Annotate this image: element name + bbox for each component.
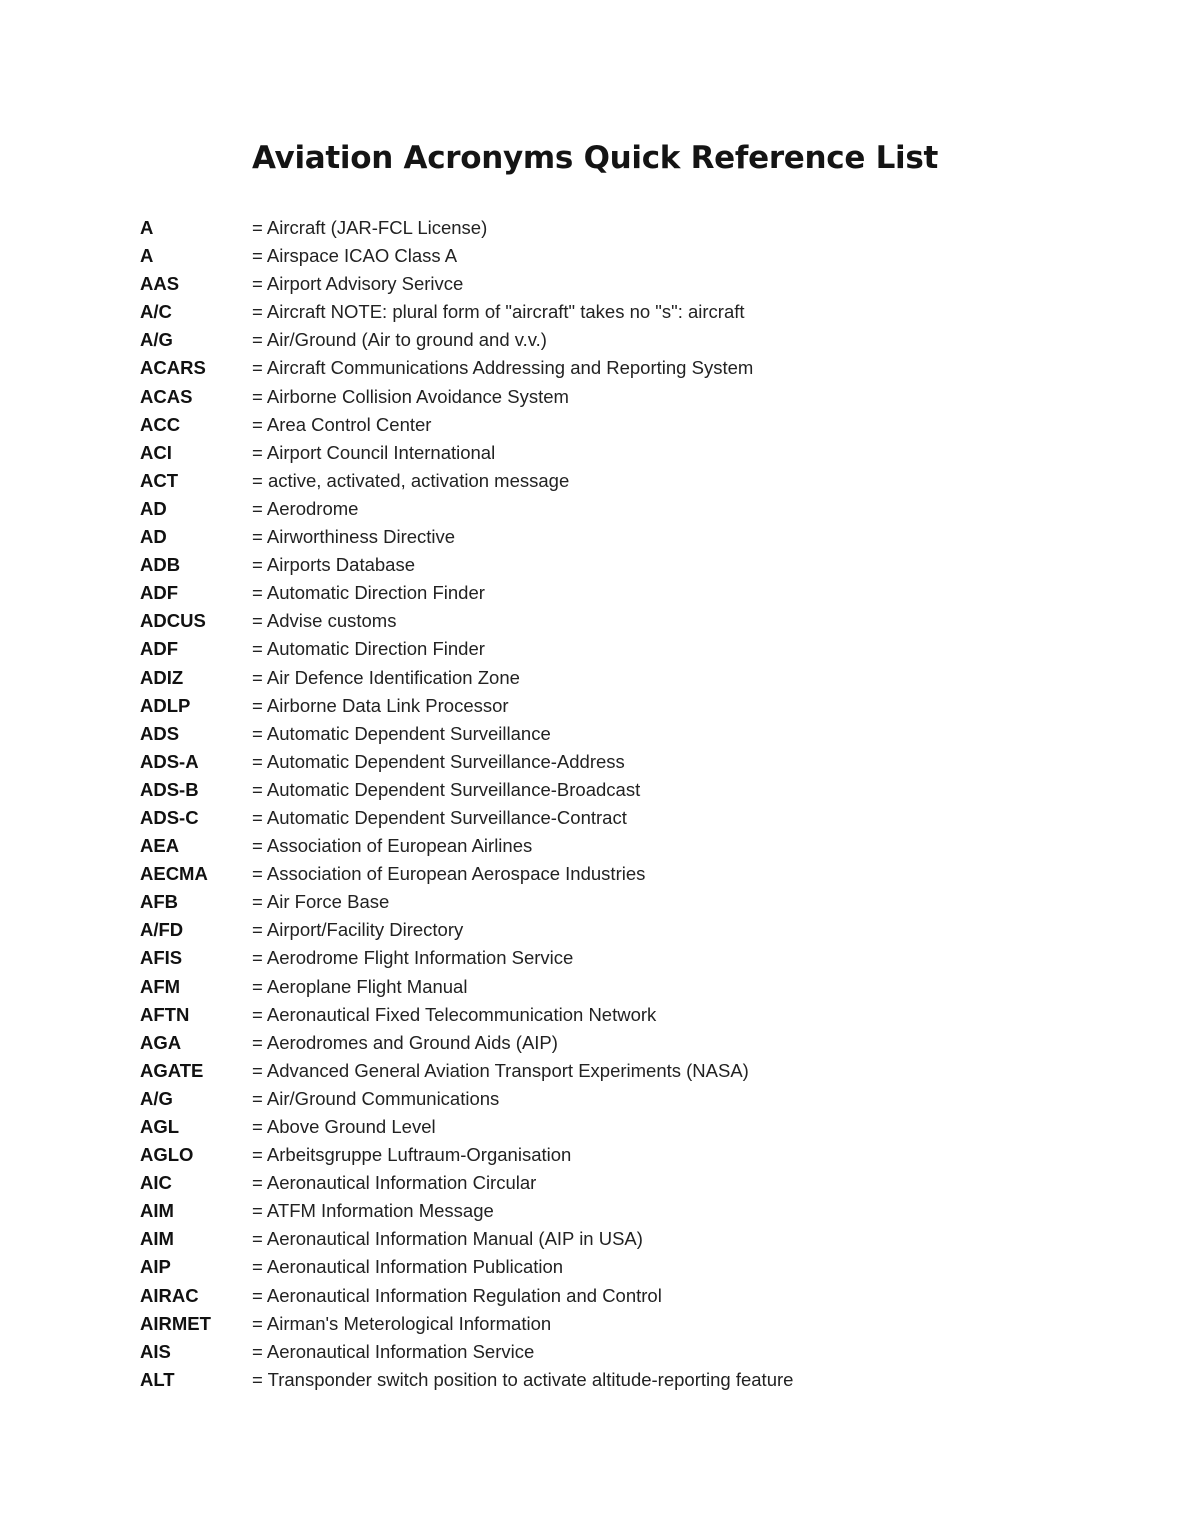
acronym-abbreviation: ADF — [140, 582, 179, 604]
list-item — [140, 804, 1140, 832]
list-item — [140, 776, 1140, 804]
acronym-abbreviation: A/G — [140, 1087, 173, 1109]
list-item — [140, 523, 1140, 551]
acronym-abbreviation: AD — [140, 497, 167, 519]
acronym-abbreviation: ADLP — [140, 694, 191, 716]
list-item — [140, 1085, 1140, 1113]
list-item — [140, 298, 1140, 326]
acronym-abbreviation: AGLO — [140, 1144, 194, 1166]
acronym-definition: = Air/Ground Communications — [252, 1087, 500, 1109]
acronym-abbreviation: AEA — [140, 835, 180, 857]
list-item — [140, 748, 1140, 776]
acronym-definition: = Advise customs — [252, 610, 397, 632]
list-item — [140, 383, 1140, 411]
acronym-abbreviation: AIRAC — [140, 1284, 199, 1306]
acronym-abbreviation: ADB — [140, 554, 181, 576]
acronym-definition: = Air/Ground (Air to ground and v.v.) — [252, 329, 547, 351]
list-item — [140, 1197, 1140, 1225]
acronym-definition: = Airspace ICAO Class A — [252, 245, 458, 267]
acronym-definition: = Aeronautical Information Circular — [252, 1172, 537, 1194]
acronym-definition: = Aerodrome — [252, 497, 359, 519]
acronym-definition: = Aeronautical Fixed Telecommunication Network — [252, 1003, 657, 1025]
list-item — [140, 944, 1140, 972]
acronym-definition: = Automatic Dependent Surveillance — [252, 722, 551, 744]
list-item — [140, 1169, 1140, 1197]
list-item — [140, 439, 1140, 467]
acronym-definition: = Aeronautical Information Service — [252, 1340, 535, 1362]
acronym-abbreviation: ADF — [140, 638, 179, 660]
list-item — [140, 1310, 1140, 1338]
list-item — [140, 1001, 1140, 1029]
acronym-definition: = Association of European Aerospace Industries — [252, 863, 646, 885]
acronym-definition: = Advanced General Aviation Transport Experiments (NASA) — [252, 1059, 749, 1081]
acronym-definition: = Aircraft (JAR-FCL License) — [252, 217, 488, 238]
acronym-abbreviation: ALT — [140, 1368, 175, 1390]
list-item — [140, 270, 1140, 298]
list-item — [140, 579, 1140, 607]
acronym-definition: = Aeroplane Flight Manual — [252, 975, 468, 997]
acronym-abbreviation: AIM — [140, 1200, 174, 1222]
list-item — [140, 1057, 1140, 1085]
list-item — [140, 1253, 1140, 1281]
acronym-definition: = Area Control Center — [252, 413, 432, 435]
list-item — [140, 326, 1140, 354]
list-item — [140, 214, 1140, 242]
list-item — [140, 467, 1140, 495]
acronym-abbreviation: AFB — [140, 891, 179, 913]
acronym-abbreviation: AFM — [140, 975, 181, 997]
list-item — [140, 973, 1140, 1001]
acronym-abbreviation: AIM — [140, 1228, 174, 1250]
list-item — [140, 720, 1140, 748]
acronym-definition: = Airport/Facility Directory — [252, 919, 464, 941]
acronym-definition: = Aircraft NOTE: plural form of "aircraft" takes no "s": aircraft — [252, 301, 745, 323]
acronym-abbreviation: ADS-C — [140, 806, 199, 828]
acronym-abbreviation: AIS — [140, 1340, 171, 1362]
acronym-definition: = Association of European Airlines — [252, 835, 533, 857]
acronym-definition: = Aeronautical Information Manual (AIP in USA) — [252, 1228, 643, 1250]
list-item — [140, 916, 1140, 944]
list-item — [140, 1113, 1140, 1141]
acronym-list — [140, 214, 1140, 1394]
acronym-abbreviation: AIRMET — [140, 1312, 211, 1334]
acronym-abbreviation: ACT — [140, 469, 179, 491]
list-item — [140, 860, 1140, 888]
acronym-definition: = Air Force Base — [252, 891, 390, 913]
acronym-definition: = Automatic Dependent Surveillance-Contract — [252, 806, 627, 828]
acronym-abbreviation: AECMA — [140, 863, 208, 885]
acronym-definition: = Arbeitsgruppe Luftraum-Organisation — [252, 1144, 572, 1166]
acronym-definition: = Transponder switch position to activate altitude-reporting feature — [252, 1368, 794, 1390]
list-item — [140, 607, 1140, 635]
list-item — [140, 1366, 1140, 1394]
list-item — [140, 692, 1140, 720]
acronym-definition: = Above Ground Level — [252, 1116, 436, 1137]
list-item — [140, 1282, 1140, 1310]
acronym-abbreviation: ADS-A — [140, 750, 199, 772]
acronym-abbreviation: AIC — [140, 1172, 172, 1194]
acronym-abbreviation: A/C — [140, 301, 172, 323]
list-item — [140, 495, 1140, 523]
acronym-abbreviation: ACC — [140, 413, 181, 435]
page-title: Aviation Acronyms Quick Reference List — [251, 140, 939, 176]
acronym-definition: = Airborne Data Link Processor — [252, 694, 509, 716]
acronym-definition: = Automatic Direction Finder — [252, 638, 485, 660]
acronym-definition: = Airports Database — [252, 554, 415, 576]
acronym-abbreviation: A — [140, 245, 154, 267]
acronym-abbreviation: ACI — [140, 441, 172, 463]
acronym-abbreviation: AGATE — [140, 1059, 204, 1081]
acronym-abbreviation: AFIS — [140, 947, 183, 969]
acronym-definition: = active, activated, activation message — [252, 469, 570, 491]
list-item — [140, 411, 1140, 439]
acronym-abbreviation: AAS — [140, 273, 180, 295]
list-item — [140, 1225, 1140, 1253]
acronym-abbreviation: ADIZ — [140, 666, 184, 688]
list-item — [140, 832, 1140, 860]
list-item — [140, 888, 1140, 916]
acronym-abbreviation: AD — [140, 526, 167, 548]
acronym-abbreviation: AGA — [140, 1031, 182, 1053]
acronym-definition: = Airport Council International — [252, 441, 496, 463]
acronym-definition: = Aerodrome Flight Information Service — [252, 947, 574, 969]
acronym-abbreviation: AIP — [140, 1256, 171, 1278]
acronym-abbreviation: ADS-B — [140, 778, 199, 800]
acronym-definition: = ATFM Information Message — [252, 1200, 494, 1222]
list-item — [140, 551, 1140, 579]
acronym-abbreviation: AGL — [140, 1116, 180, 1137]
acronym-abbreviation: A — [140, 217, 154, 238]
acronym-definition: = Air Defence Identification Zone — [252, 666, 520, 688]
list-item — [140, 1029, 1140, 1057]
acronym-definition: = Airworthiness Directive — [252, 526, 456, 548]
acronym-abbreviation: AFTN — [140, 1003, 190, 1025]
acronym-definition: = Airborne Collision Avoidance System — [252, 385, 569, 407]
acronym-definition: = Aeronautical Information Regulation and Control — [252, 1284, 662, 1306]
acronym-definition: = Aeronautical Information Publication — [252, 1256, 564, 1278]
acronym-definition: = Aerodromes and Ground Aids (AIP) — [252, 1031, 558, 1053]
acronym-definition: = Airman's Meterological Information — [252, 1312, 552, 1334]
acronym-definition: = Aircraft Communications Addressing and Reporting System — [252, 357, 754, 379]
list-item — [140, 1338, 1140, 1366]
acronym-abbreviation: ACARS — [140, 357, 206, 379]
acronym-abbreviation: A/FD — [140, 919, 184, 941]
acronym-abbreviation: ACAS — [140, 385, 193, 407]
acronym-definition: = Automatic Dependent Surveillance-Address — [252, 750, 625, 772]
list-item — [140, 635, 1140, 663]
list-item — [140, 242, 1140, 270]
acronym-definition: = Automatic Direction Finder — [252, 582, 485, 604]
list-item — [140, 1141, 1140, 1169]
acronym-definition: = Airport Advisory Serivce — [252, 273, 464, 295]
acronym-abbreviation: A/G — [140, 329, 173, 351]
acronym-abbreviation: ADS — [140, 722, 180, 744]
acronym-abbreviation: ADCUS — [140, 610, 206, 632]
acronym-definition: = Automatic Dependent Surveillance-Broadcast — [252, 778, 641, 800]
list-item — [140, 354, 1140, 382]
list-item — [140, 664, 1140, 692]
